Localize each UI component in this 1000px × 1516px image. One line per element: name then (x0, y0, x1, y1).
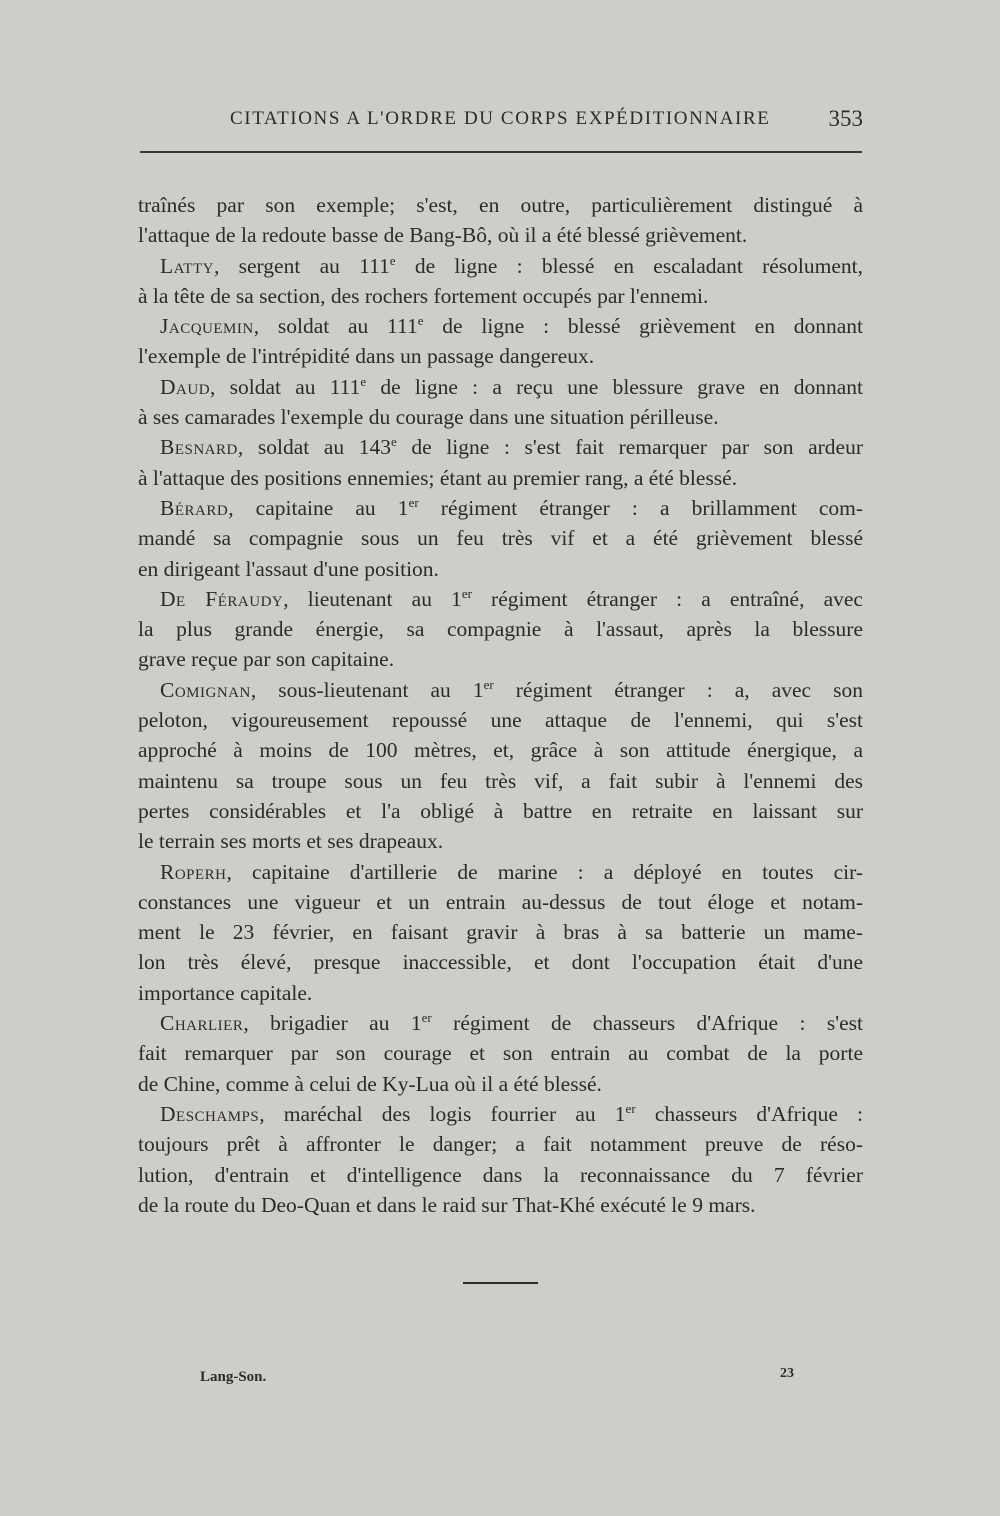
text-fragment: , sergent au 111 (213, 253, 390, 278)
text-line: le terrain ses morts et ses drapeaux. (138, 829, 444, 854)
text-line: constances une vigueur et un entrain au-dessus de tout éloge et notam- (138, 889, 863, 914)
text-line: grave reçue par son capitaine. (138, 647, 395, 672)
text-line: lon très élevé, presque inaccessible, et dont l'occupation était d'une (138, 950, 863, 975)
text-line: à ses camarades l'exemple du courage dans une situation périlleuse. (138, 405, 719, 430)
ordinal-superscript: er (408, 494, 419, 510)
text-fragment: , soldat au 111 (210, 374, 361, 399)
text-fragment: régiment étranger : a entraîné, avec (471, 586, 863, 611)
citation-paragraph (138, 190, 863, 251)
text-line: de la route du Deo-Quan et dans le raid sur That-Khé exécuté le 9 mars. (138, 1192, 756, 1217)
ordinal-superscript: e (389, 252, 396, 268)
text-line: traînés par son exemple; s'est, en outre, particulièrement distingué à (138, 193, 863, 217)
text-line (138, 493, 863, 523)
citation-paragraph (138, 675, 863, 857)
text-line: maintenu sa troupe sous un feu très vif, a fait subir à l'ennemi des (138, 768, 863, 793)
text-line: l'attaque de la redoute basse de Bang-Bô, où il a été blessé grièvement. (138, 223, 748, 248)
citation-paragraph (138, 1008, 863, 1099)
text-line (138, 584, 863, 614)
citation-paragraph (138, 311, 863, 372)
text-fragment: de ligne : blessé grièvement en donnant (423, 314, 863, 339)
text-line (138, 251, 863, 281)
text-line: approché à moins de 100 mètres, et, grâce à son attitude énergique, a (138, 738, 863, 763)
text-fragment: , capitaine au 1 (228, 495, 409, 520)
ordinal-superscript: e (417, 313, 424, 329)
text-fragment: , brigadier au 1 (243, 1011, 422, 1036)
text-line: peloton, vigoureusement repoussé une attaque de l'ennemi, qui s'est (138, 708, 863, 733)
citation-paragraph (138, 857, 863, 1008)
citation-paragraph (138, 372, 863, 433)
ordinal-superscript: e (360, 373, 367, 389)
text-line: importance capitale. (138, 980, 313, 1005)
text-line: mandé sa compagnie sous un feu très vif et a été grièvement blessé (138, 526, 863, 551)
citation-paragraph (138, 432, 863, 493)
body-text (138, 190, 863, 1220)
ordinal-superscript: er (483, 676, 494, 692)
text-line (138, 1008, 863, 1038)
text-line (138, 311, 863, 341)
text-fragment: , capitaine d'artillerie de marine : a déployé en toutes cir- (226, 859, 863, 884)
citation-paragraph (138, 251, 863, 312)
text-fragment: , sous-lieutenant au 1 (250, 677, 484, 702)
text-fragment: régiment étranger : a brillamment com- (418, 495, 863, 520)
text-line: en dirigeant l'assaut d'une position. (138, 556, 439, 581)
text-fragment: de ligne : blessé en escaladant résolument, (395, 253, 863, 278)
text-fragment: de ligne : s'est fait remarquer par son ardeur (396, 435, 863, 460)
signature-number: 23 (780, 1366, 794, 1381)
ordinal-superscript: er (421, 1009, 432, 1025)
person-name: De Féraudy (160, 586, 284, 611)
text-line: à la tête de sa section, des rochers fortement occupés par l'ennemi. (138, 283, 709, 308)
person-name: Bérard (160, 495, 229, 520)
person-name: Jacquemin (160, 314, 254, 339)
text-line: ment le 23 février, en faisant gravir à bras à sa batterie un mame- (138, 920, 863, 945)
text-fragment: de ligne : a reçu une blessure grave en donnant (366, 374, 863, 399)
text-fragment: , soldat au 143 (237, 435, 392, 460)
person-name: Charlier (160, 1011, 244, 1036)
person-name: Deschamps (160, 1101, 260, 1126)
running-header (140, 100, 863, 140)
text-line (138, 675, 863, 705)
text-line: fait remarquer par son courage et son entrain au combat de la porte (138, 1041, 863, 1066)
text-line (138, 1099, 863, 1129)
citation-paragraph (138, 1099, 863, 1220)
text-fragment: régiment étranger : a, avec son (493, 677, 863, 702)
text-line: pertes considérables et l'a obligé à battre en retraite en laissant sur (138, 798, 863, 823)
text-line (138, 432, 863, 462)
text-line: à l'attaque des positions ennemies; étant au premier rang, a été blessé. (138, 465, 738, 490)
person-name: Daud (160, 374, 211, 399)
citation-paragraph (138, 493, 863, 584)
person-name: Besnard (160, 435, 238, 460)
text-fragment: régiment de chasseurs d'Afrique : s'est (431, 1011, 863, 1036)
text-line (138, 857, 863, 887)
person-name: Comignan (160, 677, 251, 702)
text-line: toujours prêt à affronter le danger; a fait notamment preuve de réso- (138, 1132, 863, 1157)
section-end-rule (463, 1282, 538, 1284)
text-fragment: , maréchal des logis fourrier au 1 (259, 1101, 626, 1126)
text-line (138, 372, 863, 402)
page-number: 353 (828, 106, 863, 131)
ordinal-superscript: er (461, 585, 472, 601)
running-header-title: CITATIONS A L'ORDRE DU CORPS EXPÉDITIONNAIRE (230, 108, 771, 129)
text-line: la plus grande énergie, sa compagnie à l'assaut, après la blessure (138, 617, 863, 642)
signature-mark: Lang-Son. (200, 1369, 267, 1385)
ordinal-superscript: e (391, 434, 397, 450)
text-fragment: , lieutenant au 1 (283, 586, 462, 611)
text-fragment: , soldat au 111 (253, 314, 418, 339)
header-rule (140, 151, 862, 153)
text-line: de Chine, comme à celui de Ky-Lua où il a été blessé. (138, 1071, 602, 1096)
person-name: Latty (160, 253, 214, 278)
text-line: lution, d'entrain et d'intelligence dans la reconnaissance du 7 février (138, 1162, 863, 1187)
citation-paragraph (138, 584, 863, 675)
ordinal-superscript: er (625, 1100, 636, 1116)
text-line: l'exemple de l'intrépidité dans un passage dangereux. (138, 344, 595, 369)
person-name: Roperh (160, 859, 227, 884)
text-fragment: chasseurs d'Afrique : (635, 1101, 863, 1126)
